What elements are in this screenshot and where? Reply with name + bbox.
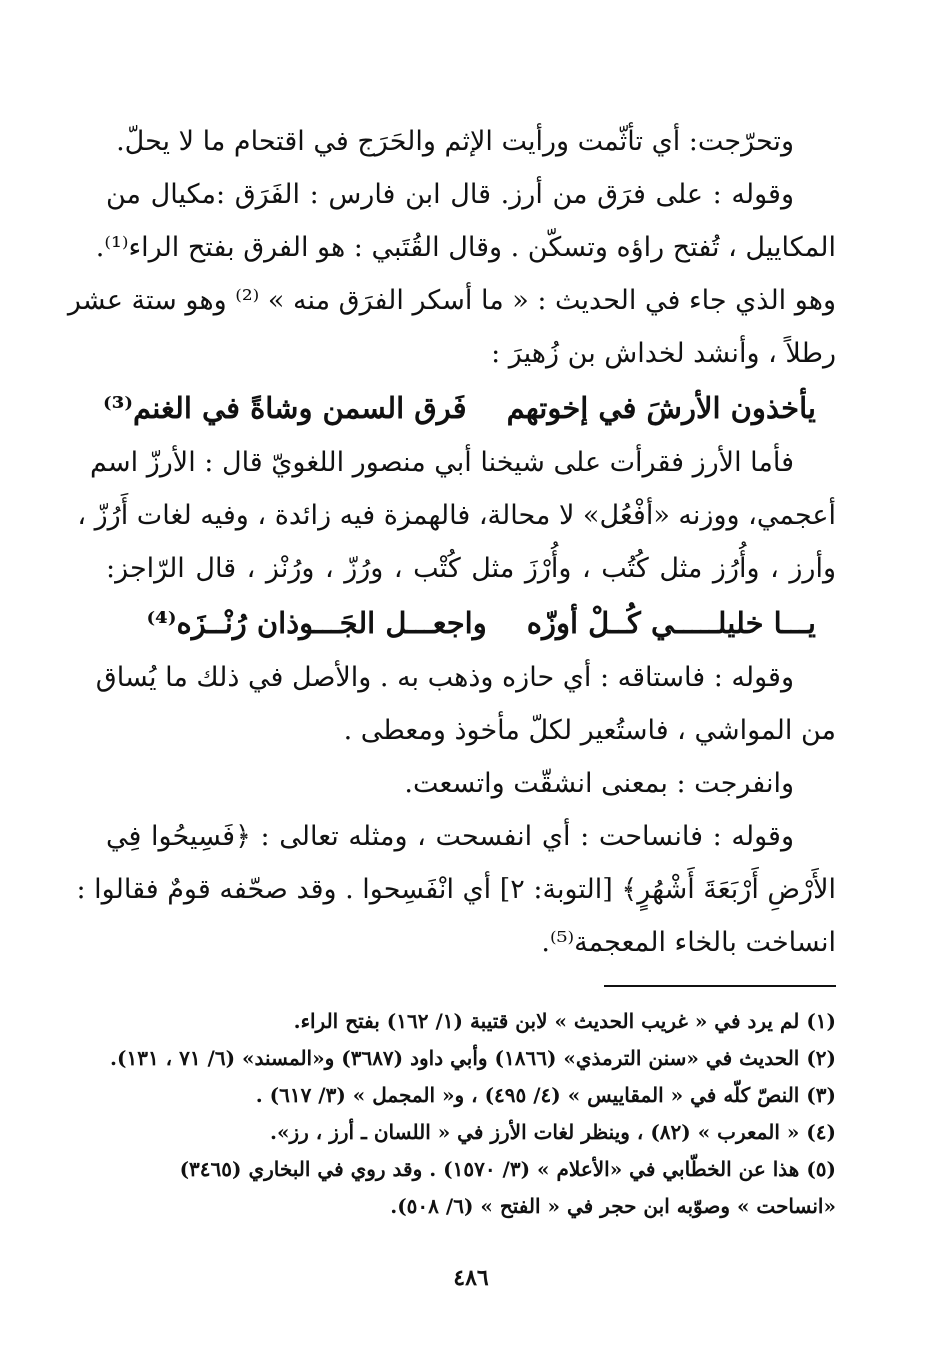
footnote-line: (٣) النصّ كلّه في « المقاييس » (٤/ ٤٩٥) ، و« المجمل » (٣/ ٦١٧) . [255,1083,836,1107]
verse-2-second-hemistich: واجعـــل الجَـــوذان رُنْــزَه⁽⁴⁾ [146,606,487,640]
text-line: من المواشي ، فاستُعير لكلّ مأخوذ ومعطى . [343,715,836,746]
text-line: وأرز ، وأُرُز مثل كُتُب ، وأُرْزَ مثل كُتْب ، ورُزّ ، ورُنْز ، قال الرّاجز: [106,553,836,584]
verse-1-second-hemistich: فَرق السمن وشاةً في الغنم⁽³⁾ [102,391,467,425]
poetry-verse-1 [102,380,836,436]
paragraph-block-1 [67,115,836,380]
poetry-verse-2 [106,595,836,651]
verse-1-first-hemistich: يأخذون الأرشَ في إخوتهم [506,391,816,425]
text-line: انساخت بالخاء المعجمة⁽⁵⁾. [541,927,836,958]
text-line: وقوله : فاستاقه : أي حازه وذهب به . والأصل في ذلك ما يُساق [95,662,794,693]
text-line: أعجمي، ووزنه «أفْعُل» لا محالة، فالهمزة فيه زائدة ، وفيه لغات أَرُزّ ، [77,500,836,531]
verse-2-first-hemistich: يـــا خليلـــــي كُــلْ أوزّه [526,606,816,640]
main-text [67,115,836,969]
text-line: الأَرْضِ أَرْبَعَةَ أَشْهُرٍ﴾ [التوبة: ٢] أي انْفَسِحوا . وقد صحّفه قومٌ فقالوا : [76,874,836,905]
text-line: المكاييل ، تُفتح راؤه وتسكّن . وقال القُتَبي : هو الفرق بفتح الراء⁽¹⁾. [95,232,836,263]
footnote-line: (٤) « المعرب » (٨٢) ، وينظر لغات الأرز في « اللسان ـ أرز ، رز». [270,1120,836,1144]
page-number: ٤٨٦ [453,1265,489,1291]
footnote-line: (٥) هذا عن الخطّابي في «الأعلام » (٣/ ١٥٧٠) . وقد روي في البخاري (٣٤٦٥) [179,1157,836,1181]
footnote-line: (٢) الحديث في «سنن الترمذي» (١٨٦٦) وأبي داود (٣٦٨٧) و«المسند» (٦/ ٧١ ، ١٣١). [110,1046,836,1070]
footnotes [106,1003,836,1225]
text-line: وقوله : فانساحت : أي انفسحت ، ومثله تعالى : ﴿فَسِيحُوا فِي [106,821,794,852]
text-line: وانفرجت : بمعنى انشقّت واتسعت. [404,768,794,799]
paragraph-block-3 [76,651,836,969]
footnote-line: (١) لم يرد في « غريب الحديث » لابن قتيبة (١/ ١٦٢) بفتح الراء. [293,1009,836,1033]
footnote-line: «انساحت » وصوّبه ابن حجر في « الفتح » (٦/ ٥٠٨). [390,1194,836,1218]
text-line: فأما الأرز فقرأت على شيخنا أبي منصور اللغويّ قال : الأرزّ اسم [90,447,794,478]
text-line: وهو الذي جاء في الحديث : « ما أسكر الفرَق منه » ⁽²⁾ وهو ستة عشر [67,285,836,316]
text-line: وقوله : على فرَق من أرز. قال ابن فارس : الفَرَق :مكيال من [106,179,794,210]
text-line: وتحرّجت: أي تأثّمت ورأيت الإثم والحَرَج في اقتحام ما لا يحلّ. [116,126,794,157]
footnote-separator [604,985,836,987]
paragraph-block-2 [77,436,836,595]
text-line: رطلاً ، وأنشد لخداش بن زُهيرَ : [491,338,836,369]
